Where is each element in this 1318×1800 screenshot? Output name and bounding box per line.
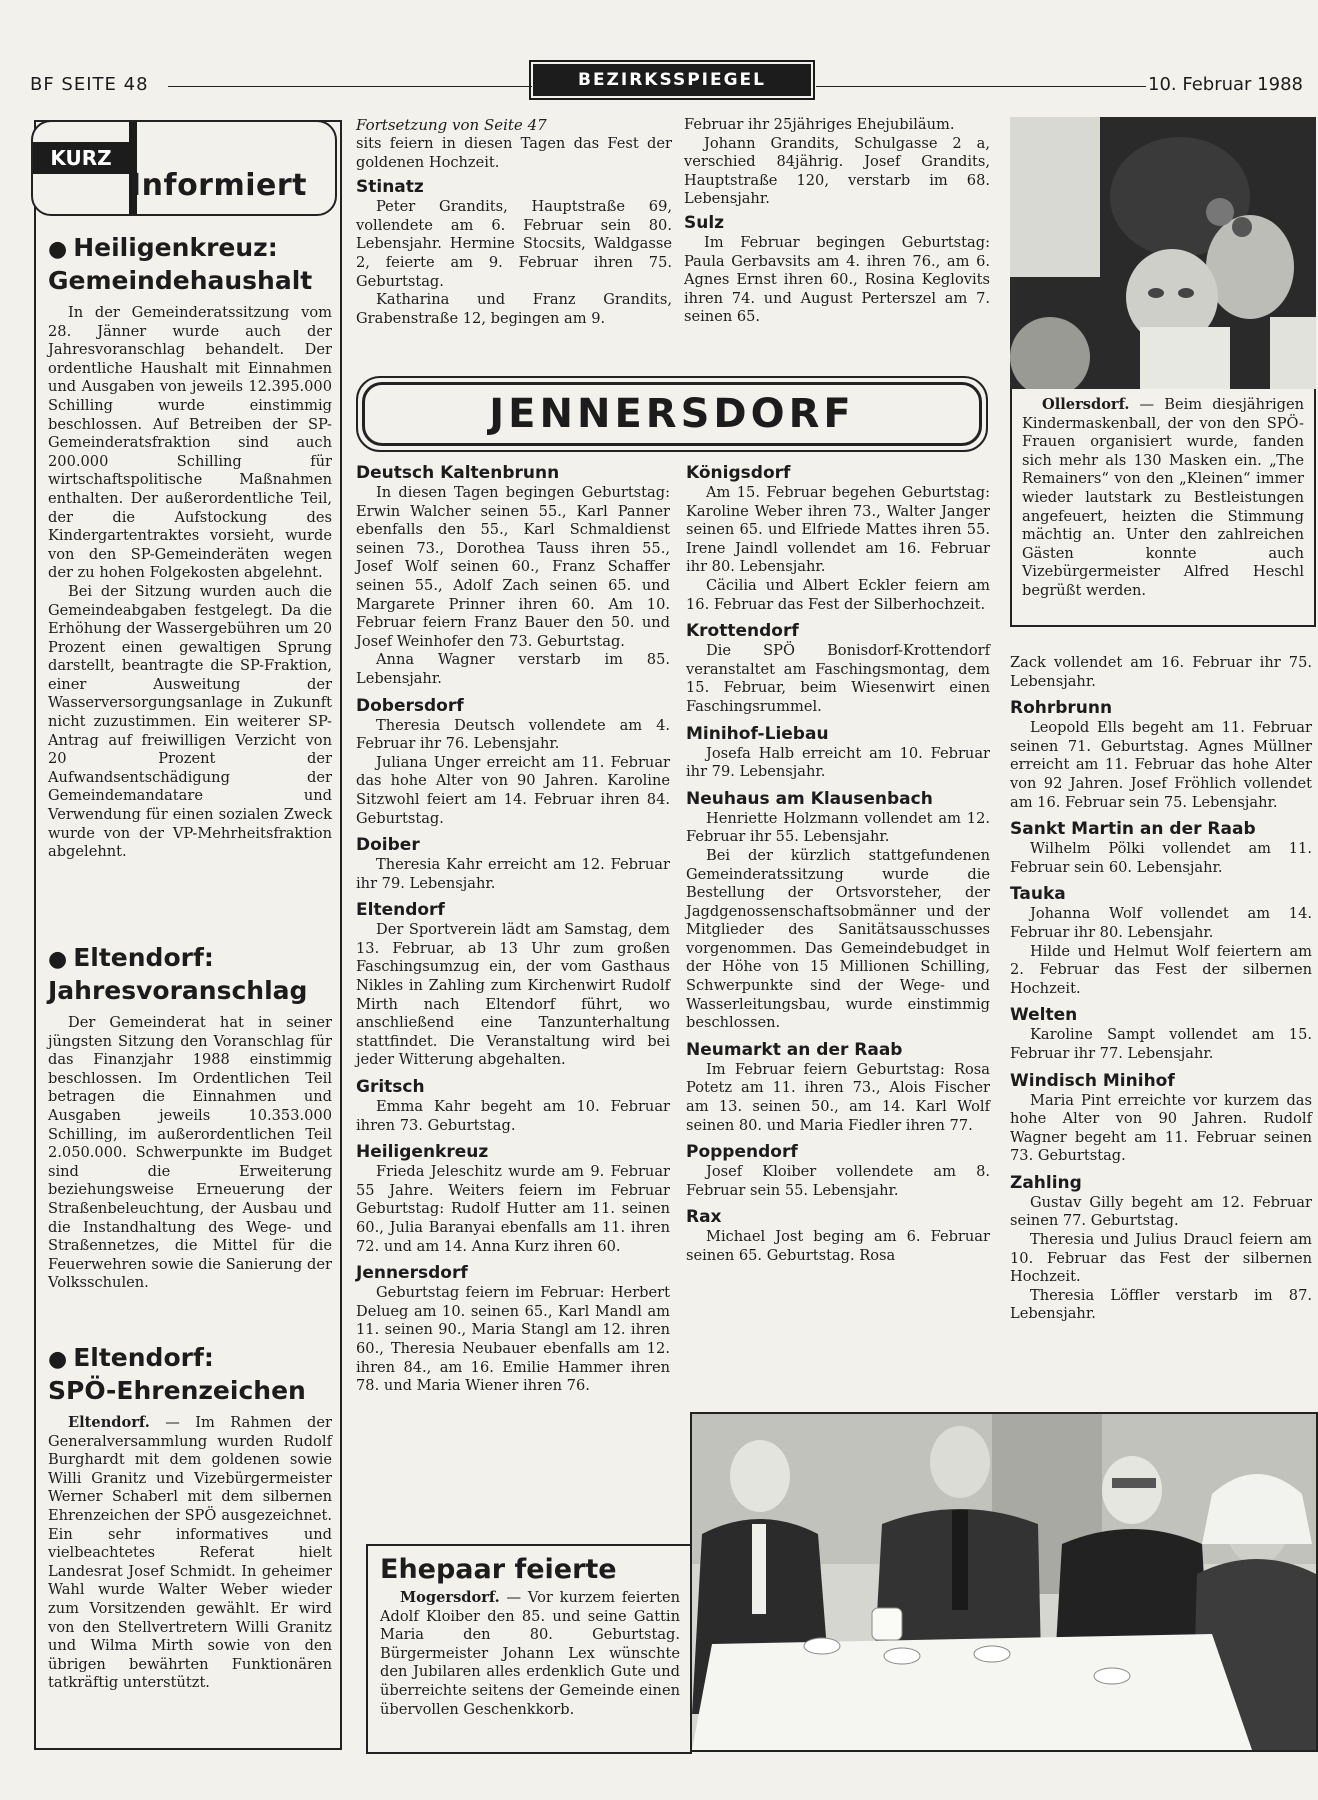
place-section [356, 1262, 670, 1396]
place-section [1010, 883, 1312, 998]
place-section [1010, 818, 1312, 877]
place-section [356, 1076, 670, 1135]
place-body [356, 856, 670, 893]
paragraph: — Im Rahmen der Generalversammlung wurden Rudolf Burghardt mit dem goldenen sowie Willi Granitz und Vizebürgermeister Werner Schaberl mit dem silbernen Ehrenzeichen der SPÖ ausgezeichnet. Ein sehr informatives und vielbeachtetes Referat hielt Landesrat Josef Schmidt. In geheimer Wahl wurde Walter Weber wieder zum Vorsitzenden gewählt. Er wird von den Stellvertretern Willi Granitz und Wilma Mirth sowie von den übrigen bewährten Funktionären tatkräftig unterstützt. [48, 1414, 332, 1692]
place-section [1010, 1070, 1312, 1166]
place-heading: Jennersdorf [356, 1263, 468, 1284]
paragraph: Bei der kürzlich stattgefundenen Gemeinderatssitzung wurde die Bestellung der Ortsvorsteher, der Jagdgenossenschaftsobmänner und der Mitglieder des Sanitätsausschusses vorgenommen. Das Gemeindebudget in der Höhe von 15 Millionen Schilling, Schwerpunkte sind der Wege- und Wasserleitungsbau, wurde einstimmig beschlossen. [686, 846, 990, 1032]
paragraph: sits feiern in diesen Tagen das Fest der goldenen Hochzeit. [356, 135, 672, 171]
photo-image [1010, 117, 1316, 389]
place-body [356, 921, 670, 1070]
paragraph: Katharina und Franz Grandits, Grabenstraße 12, begingen am 9. [356, 291, 672, 327]
jennersdorf-banner: JENNERSDORF [362, 382, 982, 446]
paragraph: Gustav Gilly begeht am 12. Februar seinen 77. Geburtstag. [1010, 1193, 1312, 1230]
page-label: BF SEITE 48 [30, 74, 149, 95]
place-section [686, 1039, 990, 1135]
paragraph: Leopold Ells begeht am 11. Februar seinen 71. Geburtstag. Agnes Müllner erreicht am 11. Februar das hohe Alter von 92 Jahren. Josef Fröhlich vollendet am 16. Februar sein 75. Lebensjahr. [1010, 719, 1312, 811]
place-body [356, 717, 670, 829]
paragraph: Theresia Deutsch vollendete am 4. Februar ihr 76. Lebensjahr. [356, 716, 670, 753]
intro-text [356, 135, 672, 172]
place-heading: Rax [686, 1207, 722, 1228]
place-section [356, 899, 670, 1070]
place-section [686, 1206, 990, 1265]
dateline: Eltendorf. [68, 1414, 150, 1431]
paragraph: Geburtstag feiern im Februar: Herbert Delueg am 10. seinen 65., Karl Mandl am 11. seinen 90., Maria Stangl am 12. ihren 60., Theresia Neubauer ebenfalls am 12. ihren 84., am 16. Emilie Hammer ihren 78. und Maria Wiener ihren 76. [356, 1284, 670, 1395]
article-body [48, 1014, 332, 1293]
place-section [356, 462, 670, 689]
place-heading: Neumarkt an der Raab [686, 1039, 903, 1060]
place-body [356, 1284, 670, 1396]
place-body [684, 116, 990, 209]
place-heading: Tauka [1010, 884, 1066, 905]
bullet-icon: ● [48, 237, 68, 262]
photo-kindermaskenball [1010, 117, 1316, 389]
place-section [1010, 1172, 1312, 1324]
section-title: BEZIRKSSPIEGEL [533, 64, 811, 96]
paragraph: — Vor kurzem feierten Adolf Kloiber den 85. und seine Gattin Maria den 80. Geburtstag. Bürgermeister Johann Lex wünschte den Jubilaren alles erdenklich Gute und überreichte seitens der Gemeinde einen übervollen Geschenkkorb. [380, 1589, 680, 1718]
place-heading: Doiber [356, 835, 420, 856]
place-heading: Gritsch [356, 1077, 425, 1098]
paragraph: Michael Jost beging am 6. Februar seinen 65. Geburtstag. Rosa [686, 1228, 990, 1264]
paragraph: Peter Grandits, Hauptstraße 69, vollendete am 6. Februar sein 80. Lebensjahr. Hermine Stocsits, Waldgasse 2, feierte am 9. Februar ihren 75. Geburtstag. [356, 198, 672, 290]
place-body [1010, 1092, 1312, 1166]
photo-frame [690, 1412, 1318, 1752]
paragraph: Im Februar begingen Geburtstag: Paula Gerbavsits am 4. ihren 76., am 6. Agnes Ernst ihren 60., Rosina Keglovits ihren 74. und August Perterszel am 7. seinen 65. [684, 233, 990, 326]
paragraph: Theresia und Julius Draucl feiern am 10. Februar das Fest der silbernen Hochzeit. [1010, 1231, 1312, 1286]
place-section [356, 695, 670, 829]
issue-date: 10. Februar 1988 [1148, 74, 1303, 95]
place-heading: Eltendorf [356, 900, 445, 921]
place-body [686, 810, 990, 1033]
place-heading: Sankt Martin an der Raab [1010, 819, 1256, 840]
place-body [686, 484, 990, 614]
place-section [686, 723, 990, 782]
place-heading: Poppendorf [686, 1142, 798, 1163]
place-heading: Minihof-Liebau [686, 723, 829, 744]
place-section [686, 462, 990, 614]
place-body [356, 1098, 670, 1135]
paragraph: Josefa Halb erreicht am 10. Februar ihr 79. Lebensjahr. [686, 744, 990, 781]
paragraph: Karoline Sampt vollendet am 15. Februar ihr 77. Lebensjahr. [1010, 1026, 1312, 1062]
place-section [1010, 1004, 1312, 1063]
place-heading: Sulz [684, 212, 725, 233]
paragraph: Theresia Kahr erreicht am 12. Februar ihr 79. Lebensjahr. [356, 856, 670, 892]
bullet-icon: ● [48, 1347, 68, 1372]
continued-note: Fortsetzung von Seite 47 [356, 116, 547, 134]
place-body [686, 642, 990, 716]
place-body [686, 1061, 990, 1135]
article-eltendorf-ehrenzeichen [48, 1342, 332, 1693]
place-section [1010, 697, 1312, 812]
paragraph: Am 15. Februar begehen Geburtstag: Karoline Weber ihren 73., Walter Janger seinen 65. und Elfriede Mattes ihren 55. Irene Jaindl vollendet am 16. Februar ihr 80. Lebensjahr. [686, 484, 990, 576]
place-section [686, 1141, 990, 1200]
paragraph: Bei der Sitzung wurden auch die Gemeindeabgaben festgelegt. Da die Erhöhung der Wassergebühren um 20 Prozent einen gewaltigen Sprung darstellt, beantragte die SP-Fraktion, einer Ausweitung der Wasserversorgungsanlage in Zukunft nicht zuzustimmen. Ein weiterer SP-Antrag auf freiwilligen Verzicht von 20 Prozent der Aufwandsentschädigung der Gemeindemandatare und Verwendung für einen sozialen Zweck wurde von der VP-Mehrheitsfraktion abgelehnt. [48, 582, 332, 861]
article-headline: ● Eltendorf: [48, 1343, 214, 1372]
place-body [356, 198, 672, 328]
article-headline: Gemeindehaushalt [48, 266, 313, 295]
paragraph: In der Gemeinderatssitzung vom 28. Jänner wurde auch der Jahresvoranschlag behandelt. Der ordentliche Haushalt mit Einnahmen und Ausgaben von jeweils 12.395.000 Schilling wurde einstimmig beschlossen. Auf Betreiben der SP-Gemeinderatsfraktion sind auch 200.000 Schilling für wirtschaftspolitische Maßnahmen enthalten. Der außerordentliche Teil, der die Aufstockung des Kindergartentraktes vorsieht, wurde von den SP-Gemeinderäten wegen der zu hohen Folgekosten abgelehnt. [48, 304, 332, 582]
column-a [356, 462, 670, 1396]
place-heading: Zahling [1010, 1172, 1082, 1193]
place-section [356, 834, 670, 893]
paragraph: Josef Kloiber vollendete am 8. Februar sein 55. Lebensjahr. [686, 1163, 990, 1199]
place-heading: Welten [1010, 1005, 1078, 1026]
place-heading: Deutsch Kaltenbrunn [356, 463, 560, 483]
place-body [1010, 905, 1312, 998]
paragraph: Emma Kahr begeht am 10. Februar ihren 73. Geburtstag. [356, 1098, 670, 1134]
top-middle-col1 [356, 116, 672, 328]
header-rule-left [168, 86, 532, 87]
header-rule-right [816, 86, 1146, 87]
paragraph: Der Sportverein lädt am Samstag, dem 13. Februar, ab 13 Uhr zum großen Faschingsumzug ein, der vom Gasthaus Nikles in Zahling zum Kirchenwirt Rudolf Mirth nach Eltendorf führt, wo anschließend eine Tanzunterhaltung stattfindet. Die Veranstaltung wird bei jeder Witterung abgehalten. [356, 921, 670, 1069]
article-body [48, 1414, 332, 1693]
place-body [1010, 719, 1312, 812]
place-body [684, 234, 990, 327]
paragraph: Cäcilia und Albert Eckler feiern am 16. Februar das Fest der Silberhochzeit. [686, 576, 990, 613]
column-b [686, 462, 990, 1266]
caption-text: — Beim diesjährigen Kindermaskenball, der von den SPÖ-Frauen organisiert wurde, fanden sich mehr als 130 Masken ein. „The Remainers“ von den „Kleinen“ immer wieder lautstark zu Bestleistungen angefeuert, heizten die Stimmung mächtig an. Unter den zahlreichen Gästen konnte auch Vizebürgermeister Alfred Heschl begrüßt werden. [1022, 396, 1304, 599]
paragraph: Zack vollendet am 16. Februar ihr 75. Lebensjahr. [1010, 654, 1312, 690]
article-heiligenkreuz [48, 232, 332, 862]
dateline: Mogersdorf. [400, 1589, 500, 1606]
place-body [1010, 1194, 1312, 1324]
place-section [686, 620, 990, 716]
paragraph: Hilde und Helmut Wolf feiertern am 2. Februar das Fest der silbernen Hochzeit. [1010, 942, 1312, 997]
article-eltendorf-budget [48, 942, 332, 1293]
place-heading: Königsdorf [686, 463, 791, 483]
ehepaar-headline: Ehepaar feierte [380, 1554, 617, 1585]
place-body [356, 1163, 670, 1256]
paragraph: Maria Pint erreichte vor kurzem das hohe Alter von 90 Jahren. Rudolf Wagner begeht am 11. Februar seinen 73. Geburtstag. [1010, 1091, 1312, 1165]
paragraph: Frieda Jeleschitz wurde am 9. Februar 55 Jahre. Weiters feiern im Februar Geburtstag: Rudolf Hutter am 11. seinen 60., Julia Baranyai ebenfalls am 11. ihren 72. und am 14. Anna Kurz ihren 60. [356, 1163, 670, 1255]
article-headline: Jahresvoranschlag [48, 976, 308, 1005]
dateline: Ollersdorf. [1042, 396, 1130, 413]
place-section [356, 1141, 670, 1256]
article-body [48, 304, 332, 862]
place-body [1010, 1026, 1312, 1063]
place-heading: Krottendorf [686, 621, 799, 642]
kurz-tag: KURZ [33, 142, 129, 174]
paragraph: Februar ihr 25jähriges Ehejubiläum. [684, 116, 955, 133]
paragraph: Anna Wagner verstarb im 85. Lebensjahr. [356, 651, 670, 687]
paragraph: Theresia Löffler verstarb im 87. Lebensjahr. [1010, 1286, 1312, 1323]
paragraph: Im Februar feiern Geburtstag: Rosa Potetz am 11. ihren 73., Alois Fischer am 13. seinen 50., am 14. Karl Wolf seinen 80. und Maria Fiedler ihren 77. [686, 1060, 990, 1134]
place-heading: Neuhaus am Klausenbach [686, 788, 933, 809]
paragraph: Henriette Holzmann vollendet am 12. Februar ihr 55. Lebensjahr. [686, 809, 990, 846]
place-heading: Rohrbrunn [1010, 698, 1113, 719]
place-body [686, 1228, 990, 1265]
place-heading: Windisch Minihof [1010, 1070, 1175, 1091]
place-heading: Heiligenkreuz [356, 1142, 489, 1163]
place-heading: Dobersdorf [356, 695, 464, 716]
paragraph: Die SPÖ Bonisdorf-Krottendorf veranstaltet am Faschingsmontag, dem 15. Februar, beim Wiesenwirt einen Faschingsrummel. [686, 642, 990, 715]
paragraph: Johann Grandits, Schulgasse 2 a, verschied 84jährig. Josef Grandits, Hauptstraße 120, verstarb im 68. Lebensjahr. [684, 134, 990, 208]
paragraph: Der Gemeinderat hat in seiner jüngsten Sitzung den Voranschlag für das Finanzjahr 1988 einstimmig beschlossen. Im Ordentlichen Teil betragen die Einnahmen und Ausgaben jeweils 10.353.000 Schilling, im außerordentlichen Teil 2.050.000. Schwerpunkte im Budget sind die Erweiterung beziehungsweise Erneuerung der Straßenbeleuchtung, der Ausbau und die Instandhaltung des Wege- und Straßennetzes, die Mittel für die Feuerwehren sowie die Sanierung der Volksschulen. [48, 1014, 332, 1292]
paragraph: In diesen Tagen begingen Geburtstag: Erwin Walcher seinen 55., Karl Panner ebenfalls den 55., Karl Schmaldienst seinen 73., Dorothea Tauss ihren 55., Josef Wolf seinen 60., Franz Schaffer seinen 55., Adolf Zach seinen 65. und Margarete Prinner ihren 60. Am 10. Februar feiern Franz Bauer den 50. und Josef Weinhofer den 73. Geburtstag. [356, 484, 670, 650]
photo-caption-ollersdorf [1022, 396, 1304, 601]
paragraph: Johanna Wolf vollendet am 14. Februar ihr 80. Lebensjahr. [1010, 905, 1312, 941]
kurz-informiert-word: Informiert [130, 168, 308, 203]
place-body [686, 1163, 990, 1200]
bullet-icon: ● [48, 947, 68, 972]
ehepaar-article [380, 1554, 680, 1719]
article-headline: ● Eltendorf: [48, 943, 214, 972]
place-body [1010, 840, 1312, 877]
place-body [686, 745, 990, 782]
paragraph: Wilhelm Pölki vollendet am 11. Februar sein 60. Lebensjahr. [1010, 840, 1312, 876]
place-body [356, 484, 670, 689]
ehepaar-body [380, 1589, 680, 1719]
place-section [686, 788, 990, 1033]
article-headline: SPÖ-Ehrenzeichen [48, 1376, 306, 1405]
top-middle-col2 [684, 116, 990, 327]
place-body [1010, 654, 1312, 691]
place-heading: Stinatz [356, 177, 424, 198]
column-c [1010, 654, 1312, 1324]
article-headline: ● Heiligenkreuz: [48, 233, 278, 262]
paragraph: Juliana Unger erreicht am 11. Februar das hohe Alter von 90 Jahren. Karoline Sitzwohl feiert am 14. Februar ihren 84. Geburtstag. [356, 753, 670, 827]
